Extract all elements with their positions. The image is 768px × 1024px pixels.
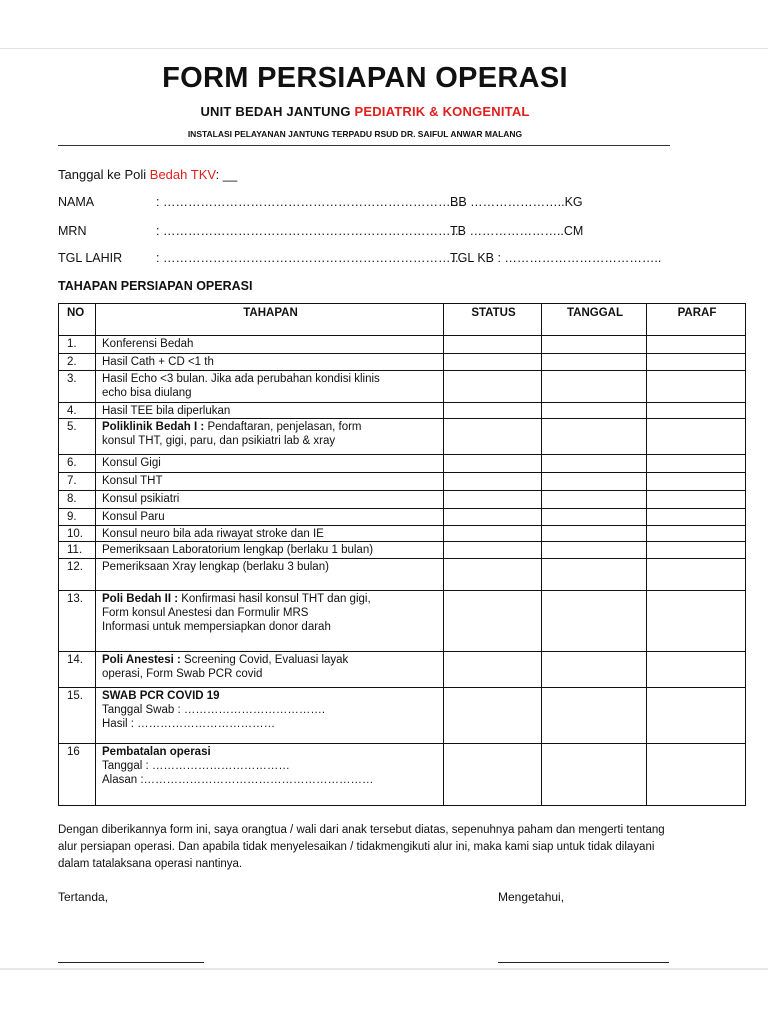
tgl-lahir-label: TGL LAHIR	[58, 251, 123, 265]
form-title: FORM PERSIAPAN OPERASI	[162, 62, 568, 94]
row-tanggal-cell[interactable]	[542, 542, 647, 559]
table-row	[59, 688, 746, 744]
row-tanggal-cell[interactable]	[542, 559, 647, 591]
row-tahapan	[96, 652, 444, 688]
row-status-cell[interactable]	[444, 542, 542, 559]
row-tahapan-heading: Poli Anestesi :	[102, 654, 185, 666]
row-number: 4.	[59, 403, 96, 419]
tgl-lahir-field[interactable]	[58, 251, 463, 267]
table-row	[59, 455, 746, 473]
row-paraf-cell[interactable]	[647, 403, 746, 419]
row-tahapan-line: Pemeriksaan Laboratorium lengkap (berlaku 1 bulan)	[102, 544, 374, 556]
mrn-field[interactable]	[58, 224, 463, 240]
row-paraf-cell[interactable]	[647, 473, 746, 491]
row-paraf-cell[interactable]	[647, 559, 746, 591]
row-number: 13.	[59, 591, 96, 652]
table-row	[59, 473, 746, 491]
table-row	[59, 526, 746, 542]
row-tanggal-cell[interactable]	[542, 455, 647, 473]
row-tahapan-line: konsul THT, gigi, paru, dan psikiatri lab & xray	[102, 435, 336, 447]
row-tahapan-line: Hasil Echo <3 bulan. Jika ada perubahan kondisi klinis	[102, 373, 380, 385]
row-tahapan	[96, 419, 444, 455]
row-tahapan-line: Form konsul Anestesi dan Formulir MRS	[102, 607, 309, 619]
table-row	[59, 403, 746, 419]
col-header-tahapan: TAHAPAN	[96, 304, 444, 336]
tb-field[interactable]: TB …………………..CM	[450, 224, 584, 238]
row-tahapan-line: Hasil Cath + CD <1 th	[102, 356, 214, 368]
row-tahapan-line: Hasil : ………………………………	[102, 718, 276, 730]
row-paraf-cell[interactable]	[647, 455, 746, 473]
row-tahapan	[96, 559, 444, 591]
signature-line-tertanda[interactable]	[58, 962, 204, 963]
row-status-cell[interactable]	[444, 688, 542, 744]
row-tahapan-heading: SWAB PCR COVID 19	[102, 690, 220, 702]
row-tahapan-line: Alasan :……………………………………………………	[102, 774, 374, 786]
row-paraf-cell[interactable]	[647, 354, 746, 371]
signature-line-mengetahui[interactable]	[498, 962, 669, 963]
tgl-lahir-value: : ………………………………………………………………	[156, 251, 463, 265]
row-status-cell[interactable]	[444, 491, 542, 509]
table-row	[59, 559, 746, 591]
row-status-cell[interactable]	[444, 652, 542, 688]
row-paraf-cell[interactable]	[647, 491, 746, 509]
row-status-cell[interactable]	[444, 744, 542, 806]
row-paraf-cell[interactable]	[647, 509, 746, 526]
row-tanggal-cell[interactable]	[542, 473, 647, 491]
row-tanggal-cell[interactable]	[542, 526, 647, 542]
row-number: 7.	[59, 473, 96, 491]
row-paraf-cell[interactable]	[647, 744, 746, 806]
row-tanggal-cell[interactable]	[542, 688, 647, 744]
row-tahapan	[96, 336, 444, 354]
row-status-cell[interactable]	[444, 473, 542, 491]
mengetahui-label: Mengetahui,	[498, 890, 565, 904]
row-tanggal-cell[interactable]	[542, 371, 647, 403]
row-tahapan	[96, 744, 444, 806]
row-number: 11.	[59, 542, 96, 559]
table-row	[59, 744, 746, 806]
tahapan-table	[58, 303, 746, 806]
row-number: 15.	[59, 688, 96, 744]
row-tahapan-line: Informasi untuk mempersiapkan donor darah	[102, 621, 331, 633]
table-row	[59, 652, 746, 688]
row-number: 5.	[59, 419, 96, 455]
row-tahapan-heading: Pembatalan operasi	[102, 746, 211, 758]
col-header-paraf: PARAF	[647, 304, 746, 336]
table-row	[59, 354, 746, 371]
row-tahapan-line: echo bisa diulang	[102, 387, 192, 399]
table-row	[59, 591, 746, 652]
consent-statement: Dengan diberikannya form ini, saya orangtua / wali dari anak tersebut diatas, sepenuhnya paham dan mengerti tentang alur persiapan operasi. Dan apabila tidak menyelesaikan / tidakmengikuti alur ini, maka kami siap untuk tidak dilayani dalam tatalaksana operasi nantinya.	[58, 824, 665, 870]
subtitle-unit-highlight: PEDIATRIK & KONGENITAL	[354, 104, 530, 119]
tertanda-label: Tertanda,	[58, 890, 109, 904]
row-number: 14.	[59, 652, 96, 688]
row-tahapan-line: Konsul THT	[102, 475, 163, 487]
row-tahapan-line: Screening Covid, Evaluasi layak	[184, 654, 349, 666]
row-tahapan-line: Pendaftaran, penjelasan, form	[207, 421, 362, 433]
table-row	[59, 371, 746, 403]
row-tahapan	[96, 491, 444, 509]
row-tahapan	[96, 526, 444, 542]
table-row	[59, 509, 746, 526]
row-number: 1.	[59, 336, 96, 354]
table-body	[59, 336, 746, 806]
row-tahapan	[96, 455, 444, 473]
row-tahapan	[96, 542, 444, 559]
row-tahapan-line: Konsul neuro bila ada riwayat stroke dan IE	[102, 528, 324, 540]
row-tahapan-heading: Poliklinik Bedah I :	[102, 421, 208, 433]
row-tahapan-heading: Poli Bedah II :	[102, 593, 182, 605]
row-tahapan	[96, 473, 444, 491]
table-row	[59, 542, 746, 559]
form-subtitle	[0, 104, 730, 119]
row-tahapan-line: Hasil TEE bila diperlukan	[102, 405, 231, 417]
row-tahapan-line: Konferensi Bedah	[102, 338, 194, 350]
row-number: 8.	[59, 491, 96, 509]
row-tahapan	[96, 591, 444, 652]
row-tahapan-line: Tanggal : ………………………………	[102, 760, 290, 772]
row-number: 3.	[59, 371, 96, 403]
page-top-edge	[0, 48, 768, 49]
row-status-cell[interactable]	[444, 455, 542, 473]
tanggal-prefix: Tanggal ke Poli	[58, 167, 150, 182]
row-tahapan	[96, 688, 444, 744]
col-header-tanggal: TANGGAL	[542, 304, 647, 336]
page-bottom-margin	[0, 970, 768, 1024]
col-header-no: NO	[59, 304, 96, 336]
nama-field[interactable]	[58, 195, 463, 211]
row-paraf-cell[interactable]	[647, 688, 746, 744]
subtitle-unit: UNIT BEDAH JANTUNG	[200, 104, 355, 119]
table-row	[59, 419, 746, 455]
row-tahapan-line: Konsul psikiatri	[102, 493, 180, 505]
row-number: 2.	[59, 354, 96, 371]
row-paraf-cell[interactable]	[647, 371, 746, 403]
row-paraf-cell[interactable]	[647, 526, 746, 542]
row-number: 6.	[59, 455, 96, 473]
table-row	[59, 336, 746, 354]
row-tahapan-line: Konsul Paru	[102, 511, 165, 523]
row-tanggal-cell[interactable]	[542, 403, 647, 419]
row-tahapan	[96, 354, 444, 371]
col-header-status: STATUS	[444, 304, 542, 336]
tanggal-poli-name: Bedah TKV	[149, 167, 216, 182]
row-paraf-cell[interactable]	[647, 591, 746, 652]
row-tanggal-cell[interactable]	[542, 419, 647, 455]
section-title: TAHAPAN PERSIAPAN OPERASI	[58, 279, 253, 293]
mrn-value: : ………………………………………………………………	[156, 224, 463, 238]
tanggal-suffix: : __	[215, 167, 238, 182]
row-tahapan-line: operasi, Form Swab PCR covid	[102, 668, 263, 680]
row-status-cell[interactable]	[444, 419, 542, 455]
row-tahapan	[96, 403, 444, 419]
mrn-label: MRN	[58, 224, 87, 238]
nama-label: NAMA	[58, 195, 95, 209]
row-tanggal-cell[interactable]	[542, 652, 647, 688]
header-divider	[58, 145, 670, 146]
row-tahapan-line: Konfirmasi hasil konsul THT dan gigi,	[181, 593, 371, 605]
row-tahapan	[96, 509, 444, 526]
nama-value: : ………………………………………………………………	[156, 195, 463, 209]
table-row	[59, 491, 746, 509]
tgl-kb-field[interactable]: TGL KB : ………………………………..	[450, 251, 662, 265]
row-tanggal-cell[interactable]	[542, 336, 647, 354]
row-tahapan-line: Tanggal Swab : ……………………………….	[102, 704, 326, 716]
table-header-row	[59, 304, 746, 336]
row-number: 10.	[59, 526, 96, 542]
row-tanggal-cell[interactable]	[542, 354, 647, 371]
row-number: 12.	[59, 559, 96, 591]
row-number: 16	[59, 744, 96, 806]
row-status-cell[interactable]	[444, 336, 542, 354]
tanggal-poli-line	[58, 167, 237, 182]
row-tanggal-cell[interactable]	[542, 491, 647, 509]
row-status-cell[interactable]	[444, 559, 542, 591]
row-tahapan-line: Pemeriksaan Xray lengkap (berlaku 3 bulan)	[102, 561, 329, 573]
row-tahapan	[96, 371, 444, 403]
row-number: 9.	[59, 509, 96, 526]
row-tanggal-cell[interactable]	[542, 591, 647, 652]
row-paraf-cell[interactable]	[647, 652, 746, 688]
row-tanggal-cell[interactable]	[542, 509, 647, 526]
bb-field[interactable]: BB …………………..KG	[450, 195, 583, 209]
row-paraf-cell[interactable]	[647, 419, 746, 455]
row-tanggal-cell[interactable]	[542, 744, 647, 806]
row-paraf-cell[interactable]	[647, 336, 746, 354]
row-status-cell[interactable]	[444, 591, 542, 652]
row-status-cell[interactable]	[444, 354, 542, 371]
row-paraf-cell[interactable]	[647, 542, 746, 559]
institution-line: INSTALASI PELAYANAN JANTUNG TERPADU RSUD DR. SAIFUL ANWAR MALANG	[187, 129, 523, 139]
row-tahapan-line: Konsul Gigi	[102, 457, 161, 469]
row-status-cell[interactable]	[444, 509, 542, 526]
row-status-cell[interactable]	[444, 403, 542, 419]
row-status-cell[interactable]	[444, 371, 542, 403]
row-status-cell[interactable]	[444, 526, 542, 542]
